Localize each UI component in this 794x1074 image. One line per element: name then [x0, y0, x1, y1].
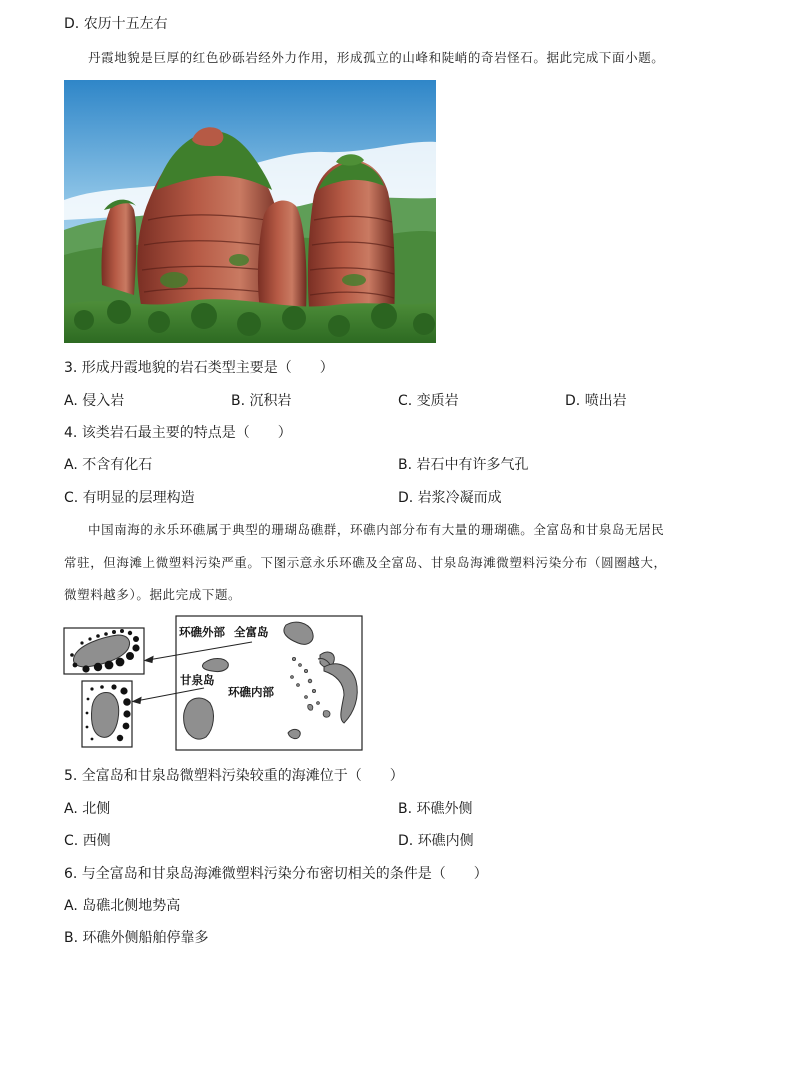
option-text: 农历十五左右: [83, 16, 168, 32]
option-text: 西侧: [82, 833, 111, 849]
q6-option-a[interactable]: [64, 896, 180, 916]
intro-paragraph-atoll-line2: 常驻，但海滩上微塑料污染严重。下图示意永乐环礁及全富岛、甘泉岛海滩微塑料污染分布（圆圈越大，: [64, 555, 667, 570]
option-letter: A.: [64, 898, 78, 914]
q4-option-d[interactable]: [398, 488, 502, 508]
map-label-atoll-outer: 环礁外部: [179, 625, 225, 639]
option-text: 岛礁北侧地势高: [82, 898, 181, 914]
option-letter: D.: [398, 833, 414, 849]
intro-paragraph-atoll-line1: 中国南海的永乐环礁属于典型的珊瑚岛礁群，环礁内部分布有大量的珊瑚礁。全富岛和甘泉岛无居民: [88, 522, 665, 537]
map-label-quanfu-island: 全富岛: [234, 625, 269, 639]
option-letter: D.: [398, 490, 414, 506]
option-text: 环礁外侧: [416, 801, 473, 817]
option-text: 北侧: [82, 801, 111, 817]
option-letter: B.: [231, 393, 246, 409]
option-letter: A.: [64, 457, 78, 473]
option-text: 环礁内侧: [417, 833, 474, 849]
option-text: 岩浆冷凝而成: [417, 490, 502, 506]
option-text: 环礁外侧船舶停靠多: [82, 930, 209, 946]
option-letter: B.: [64, 930, 79, 946]
option-text: 沉积岩: [249, 393, 292, 409]
q5-option-a[interactable]: [64, 799, 110, 819]
danxia-landform-photo: [64, 80, 436, 343]
option-letter: B.: [398, 457, 413, 473]
yongle-atoll-map: [62, 615, 366, 753]
q4-option-c[interactable]: [64, 488, 195, 508]
option-letter: B.: [398, 801, 413, 817]
option-letter: A.: [64, 393, 78, 409]
option-letter: C.: [64, 833, 79, 849]
map-label-ganquan-island: 甘泉岛: [180, 673, 215, 687]
option-letter: D.: [64, 16, 80, 32]
q3-option-a[interactable]: [64, 391, 124, 411]
intro-paragraph-atoll-line3: 微塑料越多）。据此完成下题。: [64, 587, 242, 602]
q3-option-b[interactable]: [231, 391, 292, 411]
question-3-stem: 3. 形成丹霞地貌的岩石类型主要是（ ）: [64, 360, 334, 376]
intro-paragraph-danxia: 丹霞地貌是巨厚的红色砂砾岩经外力作用，形成孤立的山峰和陡峭的奇岩怪石。据此完成下面小题。: [88, 50, 665, 65]
option-letter: D.: [565, 393, 581, 409]
question-5-stem: 5. 全富岛和甘泉岛微塑料污染较重的海滩位于（ ）: [64, 768, 404, 784]
q6-option-b[interactable]: [64, 928, 209, 948]
option-text: 有明显的层理构造: [82, 490, 195, 506]
map-label-atoll-inner: 环礁内部: [228, 685, 274, 699]
q3-option-c[interactable]: [398, 391, 459, 411]
option-text: 岩石中有许多气孔: [416, 457, 529, 473]
q5-option-b[interactable]: [398, 799, 473, 819]
question-6-stem: 6. 与全富岛和甘泉岛海滩微塑料污染分布密切相关的条件是（ ）: [64, 866, 488, 882]
option-letter: C.: [398, 393, 413, 409]
q4-option-b[interactable]: [398, 455, 529, 475]
option-letter: C.: [64, 490, 79, 506]
option-text: 不含有化石: [82, 457, 153, 473]
q5-option-d[interactable]: [398, 831, 474, 851]
option-text: 侵入岩: [82, 393, 125, 409]
option-letter: A.: [64, 801, 78, 817]
q3-option-d[interactable]: [565, 391, 627, 411]
danxia-photo-illustration: [64, 80, 436, 343]
q4-option-a[interactable]: [64, 455, 152, 475]
option-d-previous: [64, 14, 168, 34]
question-4-stem: 4. 该类岩石最主要的特点是（ ）: [64, 425, 292, 441]
option-text: 喷出岩: [584, 393, 627, 409]
option-text: 变质岩: [416, 393, 459, 409]
q5-option-c[interactable]: [64, 831, 111, 851]
